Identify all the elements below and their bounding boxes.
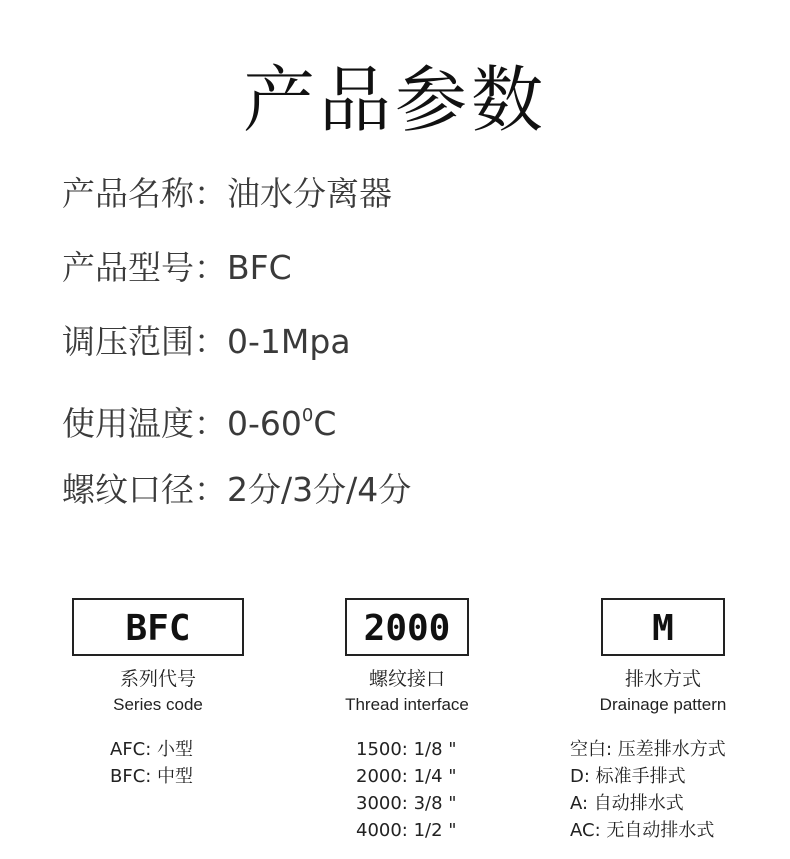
spec-label: 调压范围： — [62, 322, 227, 361]
option-item: D: 标准手排式 — [570, 766, 686, 787]
spec-value: 0-60 — [227, 404, 302, 443]
code-name-en: Drainage pattern — [599, 695, 727, 714]
option-item: 1500: 1/8 " — [356, 739, 457, 760]
option-item: 4000: 1/2 " — [356, 820, 457, 841]
code-name-zh: 系列代号 — [119, 668, 196, 690]
spec-row-temperature — [62, 394, 411, 468]
spec-row-product-name — [62, 172, 411, 246]
code-options — [568, 736, 758, 844]
code-name-zh: 螺纹接口 — [368, 668, 445, 690]
code-name-en: Thread interface — [345, 695, 469, 714]
page-title: 产品参数 — [242, 58, 547, 142]
option-item: A: 自动排水式 — [570, 793, 684, 814]
code-options — [330, 736, 484, 844]
option-item: AC: 无自动排水式 — [570, 820, 715, 841]
spec-value-unit: C — [313, 404, 337, 443]
spec-list — [62, 172, 411, 542]
code-options — [72, 736, 244, 790]
code-box-thread: 2000 — [345, 598, 469, 656]
option-item: 2000: 1/4 " — [356, 766, 457, 787]
spec-label: 产品型号： — [62, 248, 227, 287]
spec-label: 使用温度： — [62, 404, 227, 443]
option-item: 3000: 3/8 " — [356, 793, 457, 814]
spec-row-model — [62, 246, 411, 320]
option-item: BFC: 中型 — [110, 766, 194, 787]
degree-mark: 0 — [301, 405, 314, 426]
spec-label: 螺纹口径： — [62, 470, 227, 509]
spec-value: 油水分离器 — [227, 174, 392, 213]
code-column-series — [72, 598, 244, 790]
code-column-drainage — [568, 598, 758, 844]
spec-row-thread-size — [62, 468, 411, 542]
code-box-drainage: M — [601, 598, 725, 656]
option-item: 空白: 压差排水方式 — [570, 739, 726, 760]
code-name-en: Series code — [113, 695, 203, 714]
code-box-series: BFC — [72, 598, 244, 656]
spec-value: 0-1Mpa — [227, 322, 351, 361]
option-item: AFC: 小型 — [110, 739, 194, 760]
code-name-zh: 排水方式 — [624, 668, 701, 690]
spec-value: 2分/3分/4分 — [227, 470, 412, 509]
spec-row-pressure-range — [62, 320, 411, 394]
spec-label: 产品名称： — [62, 174, 227, 213]
spec-value: BFC — [227, 248, 292, 287]
code-column-thread — [330, 598, 484, 844]
